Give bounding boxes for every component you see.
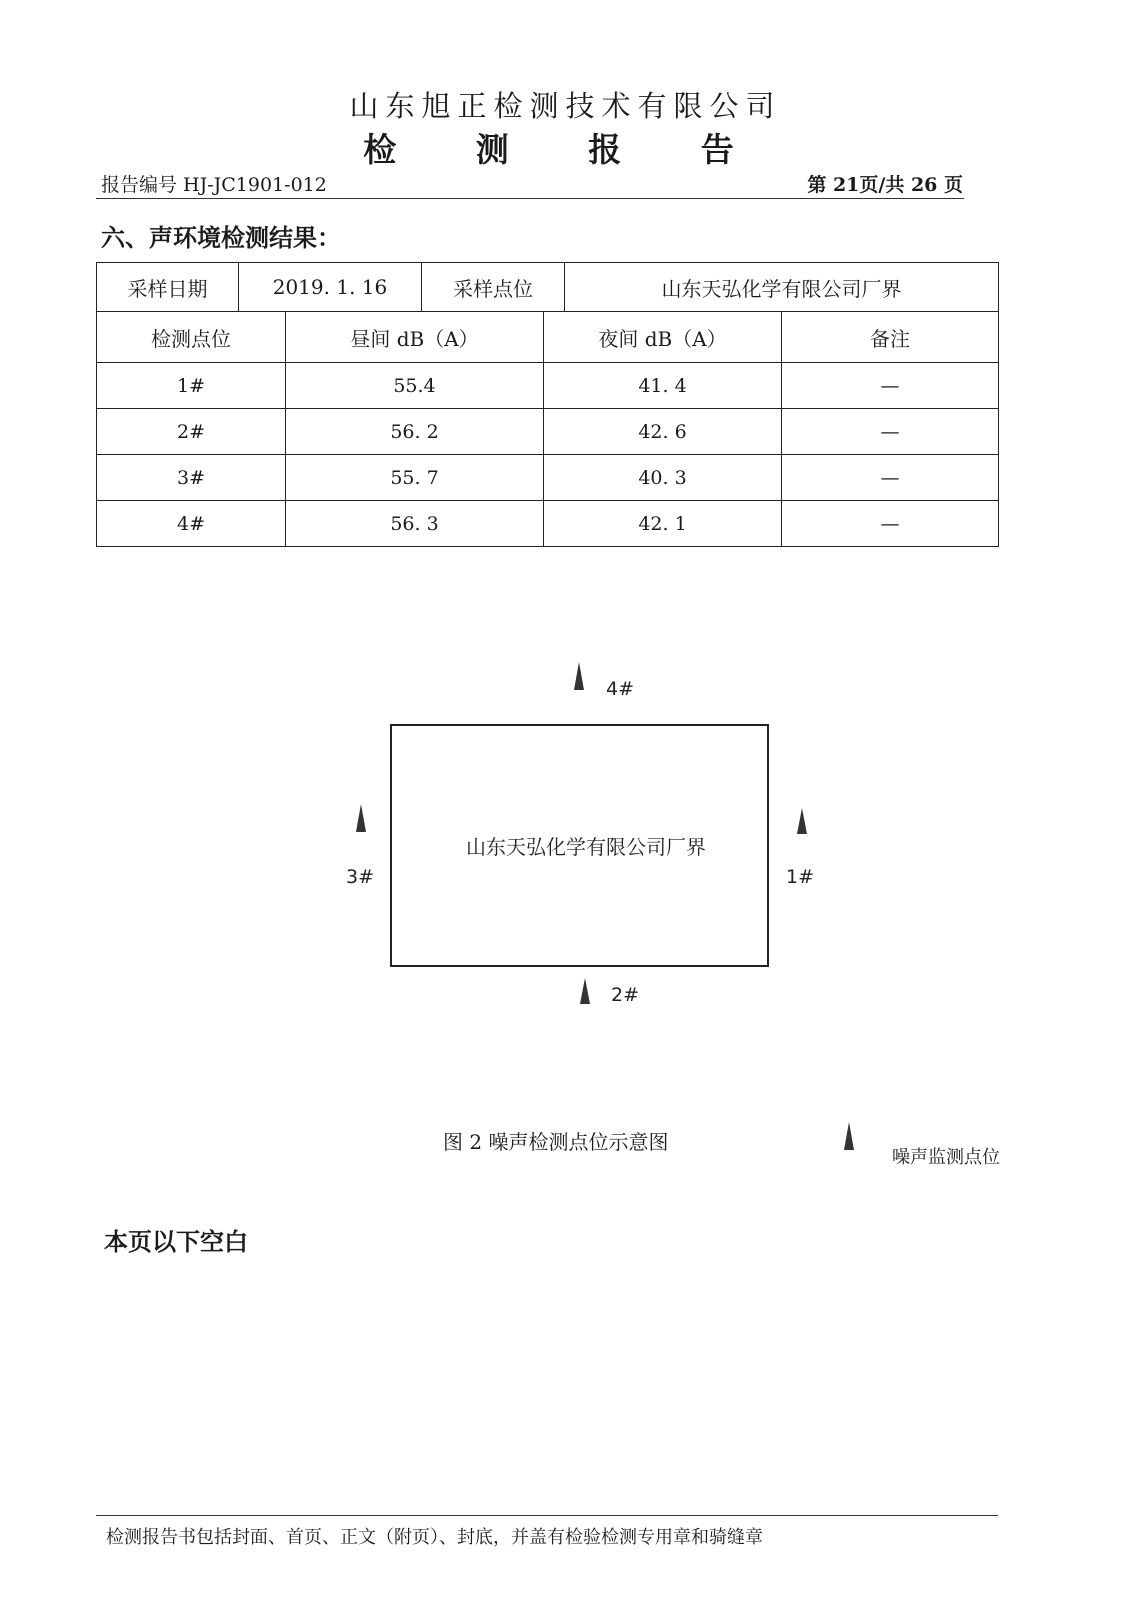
site-label: 采样点位 — [422, 263, 565, 312]
footer-divider — [96, 1515, 998, 1516]
cell-note: — — [782, 501, 999, 547]
figure-caption: 图 2 噪声检测点位示意图 — [443, 1130, 669, 1154]
cell-night: 41. 4 — [544, 363, 782, 409]
cell-point: 4# — [97, 501, 286, 547]
document-title: 检 测 报 告 — [363, 130, 768, 169]
site-value: 山东天弘化学有限公司厂界 — [565, 263, 999, 312]
cell-day: 56. 3 — [286, 501, 544, 547]
point-label-4: 4# — [606, 678, 635, 700]
legend-label: 噪声监测点位 — [892, 1147, 1000, 1168]
page-number: 第 21页/共 26 页 — [807, 174, 963, 196]
cell-night: 42. 6 — [544, 409, 782, 455]
triangle-marker-icon — [574, 662, 584, 690]
table-header-row — [97, 312, 999, 363]
cell-day: 55.4 — [286, 363, 544, 409]
column-header-point: 检测点位 — [97, 312, 286, 363]
triangle-marker-icon — [356, 804, 366, 832]
point-label-2: 2# — [611, 984, 640, 1006]
column-header-day: 昼间 dB（A） — [286, 312, 544, 363]
company-name: 山东旭正检测技术有限公司 — [349, 89, 782, 123]
cell-night: 40. 3 — [544, 455, 782, 501]
point-label-1: 1# — [786, 866, 815, 888]
triangle-marker-icon — [844, 1122, 854, 1150]
date-label: 采样日期 — [97, 263, 239, 312]
cell-point: 1# — [97, 363, 286, 409]
table-row — [97, 409, 999, 455]
point-label-3: 3# — [346, 866, 375, 888]
cell-note: — — [782, 409, 999, 455]
footer-note: 检测报告书包括封面、首页、正文（附页）、封底，并盖有检验检测专用章和骑缝章 — [106, 1527, 763, 1548]
site-boundary-label: 山东天弘化学有限公司厂界 — [466, 835, 706, 859]
section-heading: 六、声环境检测结果： — [101, 224, 341, 252]
column-header-note: 备注 — [782, 312, 999, 363]
cell-note: — — [782, 363, 999, 409]
sampling-info-table — [96, 262, 999, 312]
cell-day: 55. 7 — [286, 455, 544, 501]
blank-page-note: 本页以下空白 — [104, 1228, 248, 1256]
header-divider — [96, 198, 964, 199]
noise-results-table — [96, 311, 999, 547]
date-value: 2019. 1. 16 — [239, 263, 422, 312]
legend-marker — [842, 1120, 856, 1152]
triangle-marker-icon — [580, 978, 590, 1004]
cell-day: 56. 2 — [286, 409, 544, 455]
cell-note: — — [782, 455, 999, 501]
table-row — [97, 501, 999, 547]
table-row — [97, 455, 999, 501]
table-row — [97, 363, 999, 409]
cell-night: 42. 1 — [544, 501, 782, 547]
column-header-night: 夜间 dB（A） — [544, 312, 782, 363]
monitoring-points-diagram — [330, 660, 850, 1030]
cell-point: 3# — [97, 455, 286, 501]
report-number: 报告编号 HJ-JC1901-012 — [101, 174, 327, 196]
cell-point: 2# — [97, 409, 286, 455]
sampling-info-row — [97, 263, 999, 312]
triangle-marker-icon — [797, 808, 807, 834]
